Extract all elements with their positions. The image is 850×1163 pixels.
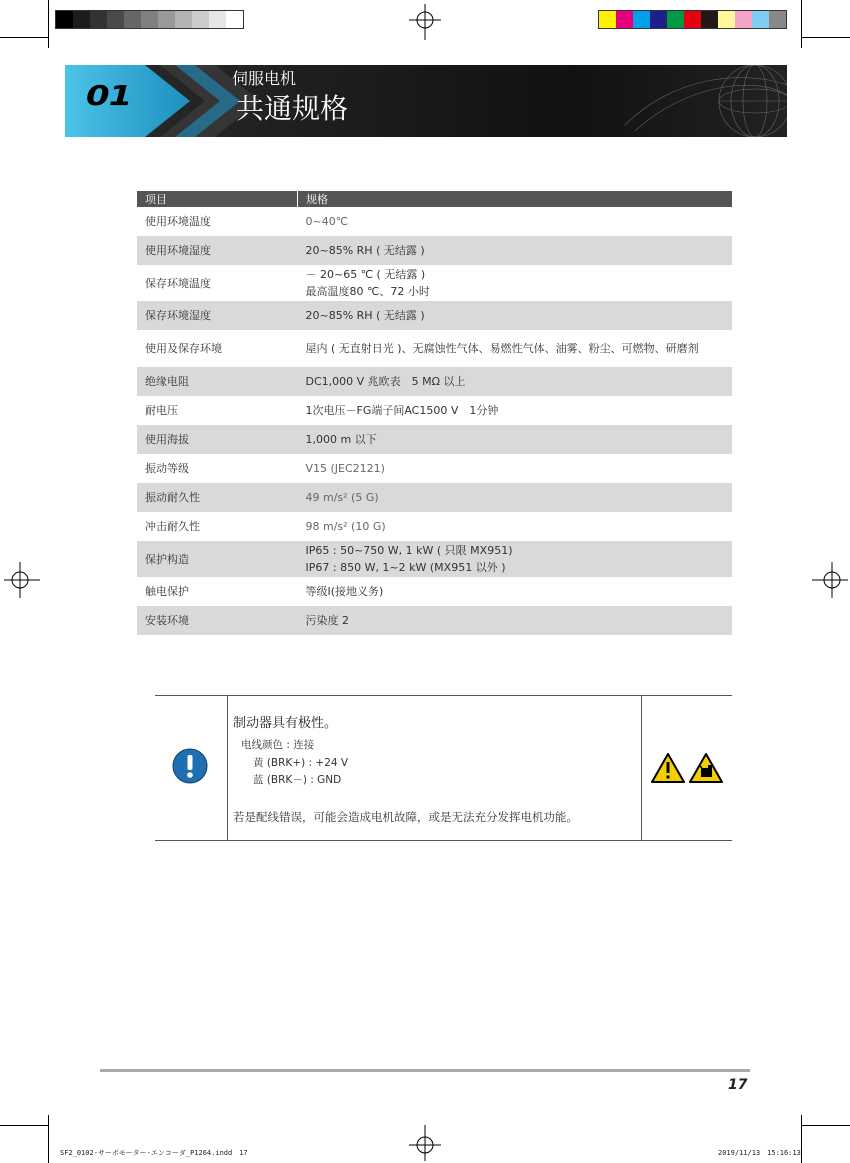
chapter-subtitle: 伺服电机: [232, 69, 297, 88]
table-header-row: [137, 191, 732, 207]
crop-mark: [801, 1115, 802, 1163]
row-item: 使用环境温度: [137, 207, 298, 236]
row-item: 安装环境: [137, 606, 298, 635]
row-item: 保存环境湿度: [137, 301, 298, 330]
row-value-line: IP65 : 50~750 W, 1 kW ( 只限 MX951): [305, 544, 513, 557]
table-row: [137, 301, 732, 330]
table-row: [137, 454, 732, 483]
grayscale-bar: [55, 10, 244, 29]
row-item: 使用海拔: [137, 425, 298, 454]
row-value-line: － 20~65 ℃ ( 无结露 ): [305, 268, 426, 281]
notice-wire-yellow: 黄 (BRK+) : +24 V: [253, 757, 349, 769]
page-title: 共通规格: [236, 92, 349, 125]
table-row: [137, 236, 732, 265]
chapter-banner: [65, 65, 787, 137]
table-row: [137, 207, 732, 236]
color-bar: [598, 10, 787, 29]
row-value: V15 (JEC2121): [298, 454, 733, 483]
crop-mark: [802, 1125, 850, 1126]
notice-wire-label: 电线颜色 : 连接: [241, 739, 315, 751]
crop-mark: [0, 1125, 48, 1126]
row-item: 保存环境温度: [137, 265, 298, 301]
row-item: 使用环境湿度: [137, 236, 298, 265]
footer-rule: [100, 1069, 750, 1072]
row-item: 触电保护: [137, 577, 298, 606]
table-row: [137, 606, 732, 635]
warning-triangle-icon: [650, 752, 686, 784]
row-value: [298, 541, 733, 577]
spec-table: [137, 191, 732, 635]
row-item: 冲击耐久性: [137, 512, 298, 541]
column-header-item: 项目: [137, 191, 298, 207]
crop-mark: [801, 0, 802, 48]
row-value: DC1,000 V 兆欧表 5 MΩ 以上: [298, 367, 733, 396]
hand-crush-warning-icon: [688, 752, 724, 784]
table-row: [137, 541, 732, 577]
row-value: 49 m/s² (5 G): [298, 483, 733, 512]
table-row: [137, 425, 732, 454]
table-row: [137, 367, 732, 396]
crop-mark: [802, 37, 850, 38]
row-item: 保护构造: [137, 541, 298, 577]
row-item: 耐电压: [137, 396, 298, 425]
row-value: 0~40℃: [298, 207, 733, 236]
registration-mark-left: [2, 560, 42, 600]
page-number: 17: [728, 1077, 748, 1093]
table-row: [137, 483, 732, 512]
registration-mark-top: [405, 2, 445, 42]
row-value-line: IP67 : 850 W, 1~2 kW (MX951 以外 ): [305, 561, 506, 574]
table-row: [137, 396, 732, 425]
notice-footer: 若是配线错误，可能会造成电机故障，或是无法充分发挥电机功能。: [233, 810, 578, 824]
notice-divider: [641, 696, 642, 840]
row-value: 20~85% RH ( 无结露 ): [298, 301, 733, 330]
slug-filename: SF2_0102-サーボモーター-エンコーダ_P1264.indd 17: [60, 1149, 248, 1157]
row-value: 1,000 m 以下: [298, 425, 733, 454]
row-item: 使用及保存环境: [137, 330, 298, 367]
crop-mark: [48, 1115, 49, 1163]
notice-divider: [227, 696, 228, 840]
chapter-number: 01: [86, 80, 132, 112]
row-value: 污染度 2: [298, 606, 733, 635]
row-value: 98 m/s² (10 G): [298, 512, 733, 541]
registration-mark-right: [810, 560, 850, 600]
row-value: 20~85% RH ( 无结露 ): [298, 236, 733, 265]
column-header-spec: 规格: [298, 191, 733, 207]
row-item: 振动耐久性: [137, 483, 298, 512]
info-exclamation-icon: [172, 748, 208, 784]
row-value: [298, 265, 733, 301]
table-row: [137, 512, 732, 541]
row-value: 等级Ⅰ(接地义务): [298, 577, 733, 606]
row-item: 绝缘电阻: [137, 367, 298, 396]
table-row: [137, 330, 732, 367]
table-row: [137, 265, 732, 301]
row-value: 屋内 ( 无直射日光 )、无腐蚀性气体、易燃性气体、油雾、粉尘、可燃物、研磨剂: [298, 330, 733, 367]
row-value-line: 最高温度80 ℃、72 小时: [305, 285, 430, 298]
table-row: [137, 577, 732, 606]
notice-title: 制动器具有极性。: [233, 716, 338, 731]
notice-wire-blue: 蓝 (BRK－) : GND: [253, 774, 342, 786]
row-value: 1次电压－FG端子间AC1500 V 1分钟: [298, 396, 733, 425]
slug-date: 2019/11/13 15:16:13: [718, 1149, 801, 1157]
crop-mark: [48, 0, 49, 48]
crop-mark: [0, 37, 48, 38]
registration-mark-bottom: [405, 1123, 445, 1163]
row-item: 振动等级: [137, 454, 298, 483]
